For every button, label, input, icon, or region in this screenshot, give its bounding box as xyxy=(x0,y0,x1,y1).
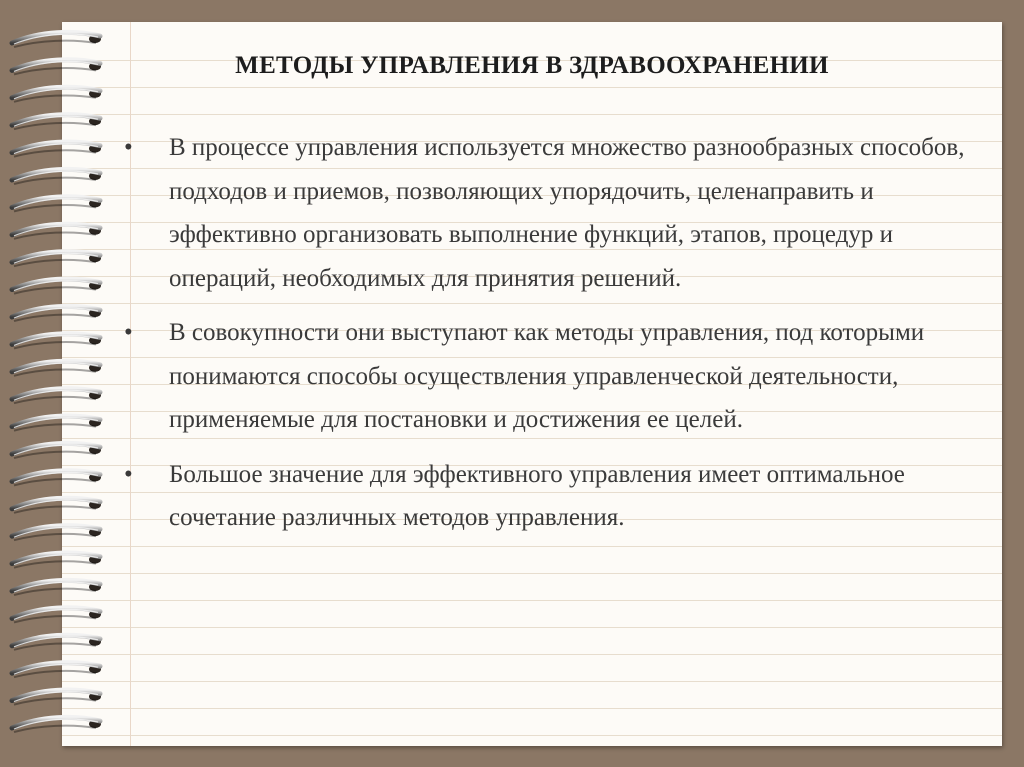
spiral-ring xyxy=(12,361,101,376)
slide-title: МЕТОДЫ УПРАВЛЕНИЯ В ЗДРАВООХРАНЕНИИ xyxy=(235,52,829,79)
bullet-item xyxy=(124,453,994,540)
spiral-ring xyxy=(12,197,101,212)
spiral-ring xyxy=(12,498,101,513)
bullet-marker: • xyxy=(124,319,133,346)
bullet-item xyxy=(124,311,994,442)
spiral-ring xyxy=(12,334,101,349)
spiral-ring xyxy=(12,279,101,294)
spiral-ring xyxy=(12,608,101,623)
spiral-ring xyxy=(12,635,101,650)
spiral-ring xyxy=(12,416,101,431)
spiral-ring xyxy=(12,87,101,102)
bullet-item xyxy=(124,126,994,300)
spiral-ring xyxy=(12,142,101,157)
spiral-ring xyxy=(12,553,101,568)
spiral-ring xyxy=(12,471,101,486)
bullet-text: Большое значение для эффективного управления имеет оптимальное сочетание различных методов управления. xyxy=(169,460,905,531)
spiral-ring xyxy=(12,115,101,130)
spiral-ring xyxy=(12,224,101,239)
spiral-ring xyxy=(12,169,101,184)
spiral-ring xyxy=(12,526,101,541)
spiral-ring xyxy=(12,252,101,267)
spiral-ring xyxy=(12,389,101,404)
bullet-marker: • xyxy=(124,134,133,161)
spiral-ring xyxy=(12,306,101,321)
spiral-ring xyxy=(12,580,101,595)
spiral-ring xyxy=(12,443,101,458)
spiral-ring xyxy=(12,32,101,47)
bullet-list xyxy=(124,126,994,551)
bullet-text: В совокупности они выступают как методы управления, под которыми понимаются способы осуществления управленческой деятельности, применяемые для постановки и достижения ее целей. xyxy=(169,319,925,433)
spiral-ring xyxy=(12,717,101,732)
spiral-binding-icon xyxy=(0,0,112,767)
bullet-text: В процессе управления используется множество разнообразных способов, подходов и приемов, позволяющих упорядочить, целенаправить и эффективно организовать выполнение функций, этапов, процедур и операций, необходимых для принятия решений. xyxy=(169,134,965,292)
spiral-ring xyxy=(12,690,101,705)
spiral-ring xyxy=(12,663,101,678)
bullet-marker: • xyxy=(124,460,133,488)
